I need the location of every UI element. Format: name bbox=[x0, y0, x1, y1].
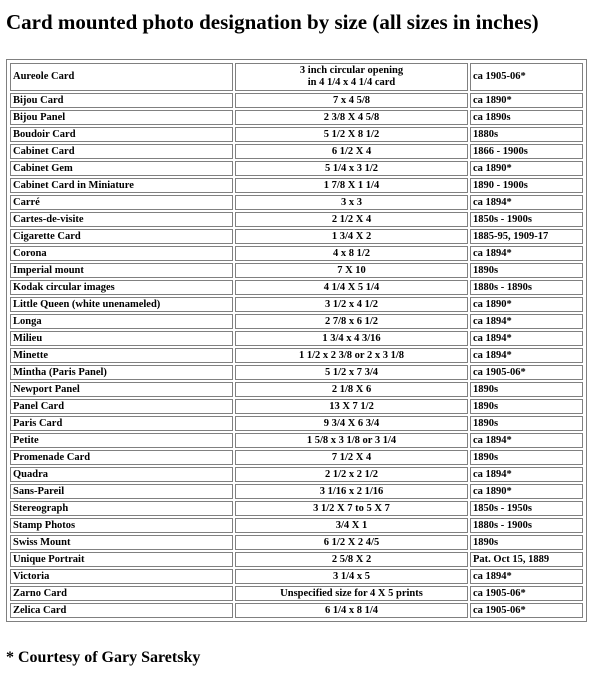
card-size-cell: 5 1/2 x 7 3/4 bbox=[235, 365, 468, 380]
card-name-cell: Minette bbox=[10, 348, 233, 363]
table-row bbox=[10, 518, 583, 533]
card-date-cell: ca 1894* bbox=[470, 467, 583, 482]
card-date-cell: ca 1894* bbox=[470, 569, 583, 584]
card-date-cell: 1850s - 1950s bbox=[470, 501, 583, 516]
table-row bbox=[10, 603, 583, 618]
size-table bbox=[8, 61, 585, 620]
card-name-cell: Cartes-de-visite bbox=[10, 212, 233, 227]
card-date-cell: 1890s bbox=[470, 263, 583, 278]
card-size-cell bbox=[235, 63, 468, 91]
card-date-cell: ca 1905-06* bbox=[470, 63, 583, 91]
table-row bbox=[10, 178, 583, 193]
card-size-cell: 7 X 10 bbox=[235, 263, 468, 278]
card-size-cell: 7 1/2 X 4 bbox=[235, 450, 468, 465]
card-date-cell: 1850s - 1900s bbox=[470, 212, 583, 227]
card-name-cell: Paris Card bbox=[10, 416, 233, 431]
table-row bbox=[10, 586, 583, 601]
card-size-cell: 1 3/4 x 4 3/16 bbox=[235, 331, 468, 346]
card-size-cell: 2 1/8 X 6 bbox=[235, 382, 468, 397]
card-date-cell: 1890s bbox=[470, 382, 583, 397]
table-row bbox=[10, 263, 583, 278]
card-size-line-1: 3 inch circular opening bbox=[299, 65, 404, 76]
card-date-cell: ca 1890* bbox=[470, 93, 583, 108]
card-size-cell: 5 1/2 X 8 1/2 bbox=[235, 127, 468, 142]
card-name-cell: Little Queen (white unenameled) bbox=[10, 297, 233, 312]
table-row bbox=[10, 195, 583, 210]
card-size-line-2: in 4 1/4 x 4 1/4 card bbox=[307, 77, 396, 88]
card-name-cell: Cabinet Gem bbox=[10, 161, 233, 176]
card-name-cell: Zarno Card bbox=[10, 586, 233, 601]
table-row bbox=[10, 365, 583, 380]
card-name-cell: Unique Portrait bbox=[10, 552, 233, 567]
table-row bbox=[10, 416, 583, 431]
table-row bbox=[10, 246, 583, 261]
card-date-cell: 1890s bbox=[470, 535, 583, 550]
card-date-cell: 1885-95, 1909-17 bbox=[470, 229, 583, 244]
card-size-cell: 6 1/2 X 2 4/5 bbox=[235, 535, 468, 550]
card-date-cell: ca 1905-06* bbox=[470, 365, 583, 380]
card-size-cell: 13 X 7 1/2 bbox=[235, 399, 468, 414]
card-size-cell: 6 1/2 X 4 bbox=[235, 144, 468, 159]
card-name-cell: Longa bbox=[10, 314, 233, 329]
card-date-cell: ca 1894* bbox=[470, 433, 583, 448]
table-row bbox=[10, 552, 583, 567]
card-name-cell: Corona bbox=[10, 246, 233, 261]
card-size-cell: 1 7/8 X 1 1/4 bbox=[235, 178, 468, 193]
card-size-cell: Unspecified size for 4 X 5 prints bbox=[235, 586, 468, 601]
table-row bbox=[10, 331, 583, 346]
card-size-cell: 2 3/8 X 4 5/8 bbox=[235, 110, 468, 125]
card-name-cell: Zelica Card bbox=[10, 603, 233, 618]
card-size-cell: 6 1/4 x 8 1/4 bbox=[235, 603, 468, 618]
card-size-cell: 3 1/2 X 7 to 5 X 7 bbox=[235, 501, 468, 516]
card-name-cell: Cabinet Card in Miniature bbox=[10, 178, 233, 193]
card-date-cell: ca 1894* bbox=[470, 331, 583, 346]
card-name-cell: Promenade Card bbox=[10, 450, 233, 465]
card-size-cell: 3 1/2 x 4 1/2 bbox=[235, 297, 468, 312]
card-size-cell: 2 1/2 X 4 bbox=[235, 212, 468, 227]
card-size-cell: 3 x 3 bbox=[235, 195, 468, 210]
table-row bbox=[10, 501, 583, 516]
courtesy-note: * Courtesy of Gary Saretsky bbox=[6, 649, 201, 666]
card-name-cell: Panel Card bbox=[10, 399, 233, 414]
card-name-cell: Victoria bbox=[10, 569, 233, 584]
card-name-cell: Petite bbox=[10, 433, 233, 448]
card-name-cell: Bijou Panel bbox=[10, 110, 233, 125]
table-row bbox=[10, 467, 583, 482]
table-row bbox=[10, 127, 583, 142]
table-row bbox=[10, 484, 583, 499]
card-name-cell: Milieu bbox=[10, 331, 233, 346]
card-size-cell: 1 3/4 X 2 bbox=[235, 229, 468, 244]
table-row bbox=[10, 297, 583, 312]
card-size-cell: 2 1/2 x 2 1/2 bbox=[235, 467, 468, 482]
card-name-cell: Kodak circular images bbox=[10, 280, 233, 295]
card-date-cell: 1890s bbox=[470, 399, 583, 414]
card-size-cell: 3 1/4 x 5 bbox=[235, 569, 468, 584]
card-date-cell: ca 1890* bbox=[470, 297, 583, 312]
card-size-cell: 9 3/4 X 6 3/4 bbox=[235, 416, 468, 431]
card-date-cell: ca 1905-06* bbox=[470, 586, 583, 601]
table-row bbox=[10, 450, 583, 465]
size-table-frame bbox=[6, 59, 587, 622]
card-name-cell: Cabinet Card bbox=[10, 144, 233, 159]
table-row bbox=[10, 535, 583, 550]
card-name-cell: Sans-Pareil bbox=[10, 484, 233, 499]
table-row bbox=[10, 382, 583, 397]
card-name-cell: Aureole Card bbox=[10, 63, 233, 91]
card-name-cell: Bijou Card bbox=[10, 93, 233, 108]
card-size-cell: 4 1/4 X 5 1/4 bbox=[235, 280, 468, 295]
card-name-cell: Cigarette Card bbox=[10, 229, 233, 244]
card-size-cell: 2 5/8 X 2 bbox=[235, 552, 468, 567]
card-date-cell: 1880s - 1900s bbox=[470, 518, 583, 533]
card-name-cell: Stereograph bbox=[10, 501, 233, 516]
card-name-cell: Imperial mount bbox=[10, 263, 233, 278]
card-date-cell: ca 1894* bbox=[470, 348, 583, 363]
table-row bbox=[10, 399, 583, 414]
table-row bbox=[10, 229, 583, 244]
table-row bbox=[10, 348, 583, 363]
table-row bbox=[10, 433, 583, 448]
table-row bbox=[10, 569, 583, 584]
card-date-cell: 1880s bbox=[470, 127, 583, 142]
card-size-cell: 1 1/2 x 2 3/8 or 2 x 3 1/8 bbox=[235, 348, 468, 363]
card-date-cell: ca 1890* bbox=[470, 161, 583, 176]
card-size-cell: 3/4 X 1 bbox=[235, 518, 468, 533]
page-title: Card mounted photo designation by size (all sizes in inches) bbox=[6, 10, 539, 34]
table-row bbox=[10, 212, 583, 227]
card-date-cell: ca 1894* bbox=[470, 314, 583, 329]
card-name-cell: Carré bbox=[10, 195, 233, 210]
card-size-cell: 1 5/8 x 3 1/8 or 3 1/4 bbox=[235, 433, 468, 448]
card-size-cell: 4 x 8 1/2 bbox=[235, 246, 468, 261]
card-size-cell: 3 1/16 x 2 1/16 bbox=[235, 484, 468, 499]
size-table-body bbox=[10, 63, 583, 618]
card-name-cell: Quadra bbox=[10, 467, 233, 482]
table-row bbox=[10, 110, 583, 125]
card-date-cell: ca 1894* bbox=[470, 246, 583, 261]
table-row bbox=[10, 280, 583, 295]
card-date-cell: 1890s bbox=[470, 450, 583, 465]
table-row bbox=[10, 161, 583, 176]
table-row bbox=[10, 144, 583, 159]
card-name-cell: Newport Panel bbox=[10, 382, 233, 397]
card-date-cell: 1890 - 1900s bbox=[470, 178, 583, 193]
table-row bbox=[10, 314, 583, 329]
card-date-cell: ca 1890* bbox=[470, 484, 583, 499]
card-size-cell: 5 1/4 x 3 1/2 bbox=[235, 161, 468, 176]
card-date-cell: ca 1890s bbox=[470, 110, 583, 125]
card-date-cell: Pat. Oct 15, 1889 bbox=[470, 552, 583, 567]
card-date-cell: ca 1905-06* bbox=[470, 603, 583, 618]
table-row bbox=[10, 63, 583, 91]
card-name-cell: Stamp Photos bbox=[10, 518, 233, 533]
card-size-cell: 7 x 4 5/8 bbox=[235, 93, 468, 108]
card-name-cell: Mintha (Paris Panel) bbox=[10, 365, 233, 380]
card-date-cell: 1866 - 1900s bbox=[470, 144, 583, 159]
card-name-cell: Boudoir Card bbox=[10, 127, 233, 142]
table-row bbox=[10, 93, 583, 108]
card-name-cell: Swiss Mount bbox=[10, 535, 233, 550]
card-date-cell: 1880s - 1890s bbox=[470, 280, 583, 295]
card-size-cell: 2 7/8 x 6 1/2 bbox=[235, 314, 468, 329]
card-date-cell: 1890s bbox=[470, 416, 583, 431]
card-date-cell: ca 1894* bbox=[470, 195, 583, 210]
